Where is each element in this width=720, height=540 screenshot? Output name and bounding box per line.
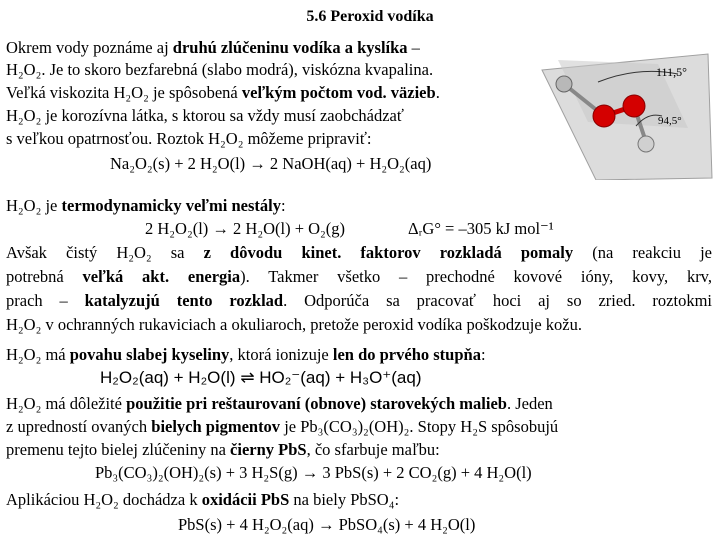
p2-line3: Avšak čistý H₂O₂ sa z dôvodu kinet. faktorov rozkladá pomaly (na reakciu je — [6, 243, 712, 262]
p2-gibbs-energy: ΔᵣG° = –305 kJ mol⁻¹ — [408, 219, 554, 238]
page-title: 5.6 Peroxid vodíka — [306, 8, 434, 25]
p4-equation2: PbS(s) + 4 H₂O₂(aq) → PbSO₄(s) + 4 H₂O(l) — [178, 515, 476, 534]
angle-label-top: 111,5° — [656, 65, 687, 79]
p1-line4: H₂O₂ je korozívna látka, s ktorou sa vždy musí zaobchádzať — [6, 106, 404, 125]
p3-equation: H₂O₂(aq) + H₂O(l) ⇌ HO₂⁻(aq) + H₃O⁺(aq) — [100, 368, 422, 387]
p2-line5: prach – katalyzujú tento rozklad. Odporúča sa pracovať hoci aj so zried. roztokmi — [6, 291, 712, 310]
angle-label-bottom: 94,5° — [658, 115, 682, 127]
p4-line1: H₂O₂ má dôležité použitie pri reštaurovaní (obnove) starovekých malieb. Jeden — [6, 394, 553, 413]
hydrogen-atom — [638, 136, 654, 152]
p4-equation1: Pb₃(CO₃)₂(OH)₂(s) + 3 H₂S(g) → 3 PbS(s) + 2 CO₂(g) + 4 H₂O(l) — [95, 463, 532, 482]
p1-line1: Okrem vody poznáme aj druhú zlúčeninu vodíka a kyslíka – — [6, 38, 420, 57]
oxygen-atom — [593, 105, 615, 127]
p2-equation: 2 H₂O₂(l) → 2 H₂O(l) + O₂(g) — [145, 219, 346, 238]
p2-line6: H₂O₂ v ochranných rukaviciach a okuliaroch, pretože peroxid vodíka poškodzuje kožu. — [6, 315, 582, 334]
p4-line5: Aplikáciou H₂O₂ dochádza k oxidácii PbS na biely PbSO₄: — [6, 490, 400, 509]
oxygen-atom — [623, 95, 645, 117]
p1-line5: s veľkou opatrnosťou. Roztok H₂O₂ môžeme pripraviť: — [6, 129, 372, 148]
p1-line3: Veľká viskozita H₂O₂ je spôsobená veľkým počtom vod. väzieb. — [6, 83, 440, 102]
h2o2-molecule-figure — [538, 52, 716, 180]
p1-equation: Na₂O₂(s) + 2 H₂O(l) → 2 NaOH(aq) + H₂O₂(aq) — [110, 154, 432, 173]
p3-line1: H₂O₂ má povahu slabej kyseliny, ktorá ionizuje len do prvého stupňa: — [6, 345, 486, 364]
p4-line3: premenu tejto bielej zlúčeniny na čierny PbS, čo sfarbuje maľbu: — [6, 440, 440, 459]
p4-line2: z upredností ovaných bielych pigmentov je Pb₃(CO₃)₂(OH)₂. Stopy H₂S spôsobujú — [6, 417, 559, 436]
p2-line1: H₂O₂ je termodynamicky veľmi nestály: — [6, 196, 286, 215]
p1-line2: H₂O₂. Je to skoro bezfarebná (slabo modrá), viskózna kvapalina. — [6, 60, 434, 79]
p2-line4: potrebná veľká akt. energia). Takmer všetko – prechodné kovové ióny, kovy, krv, — [6, 267, 712, 286]
hydrogen-atom — [556, 76, 572, 92]
